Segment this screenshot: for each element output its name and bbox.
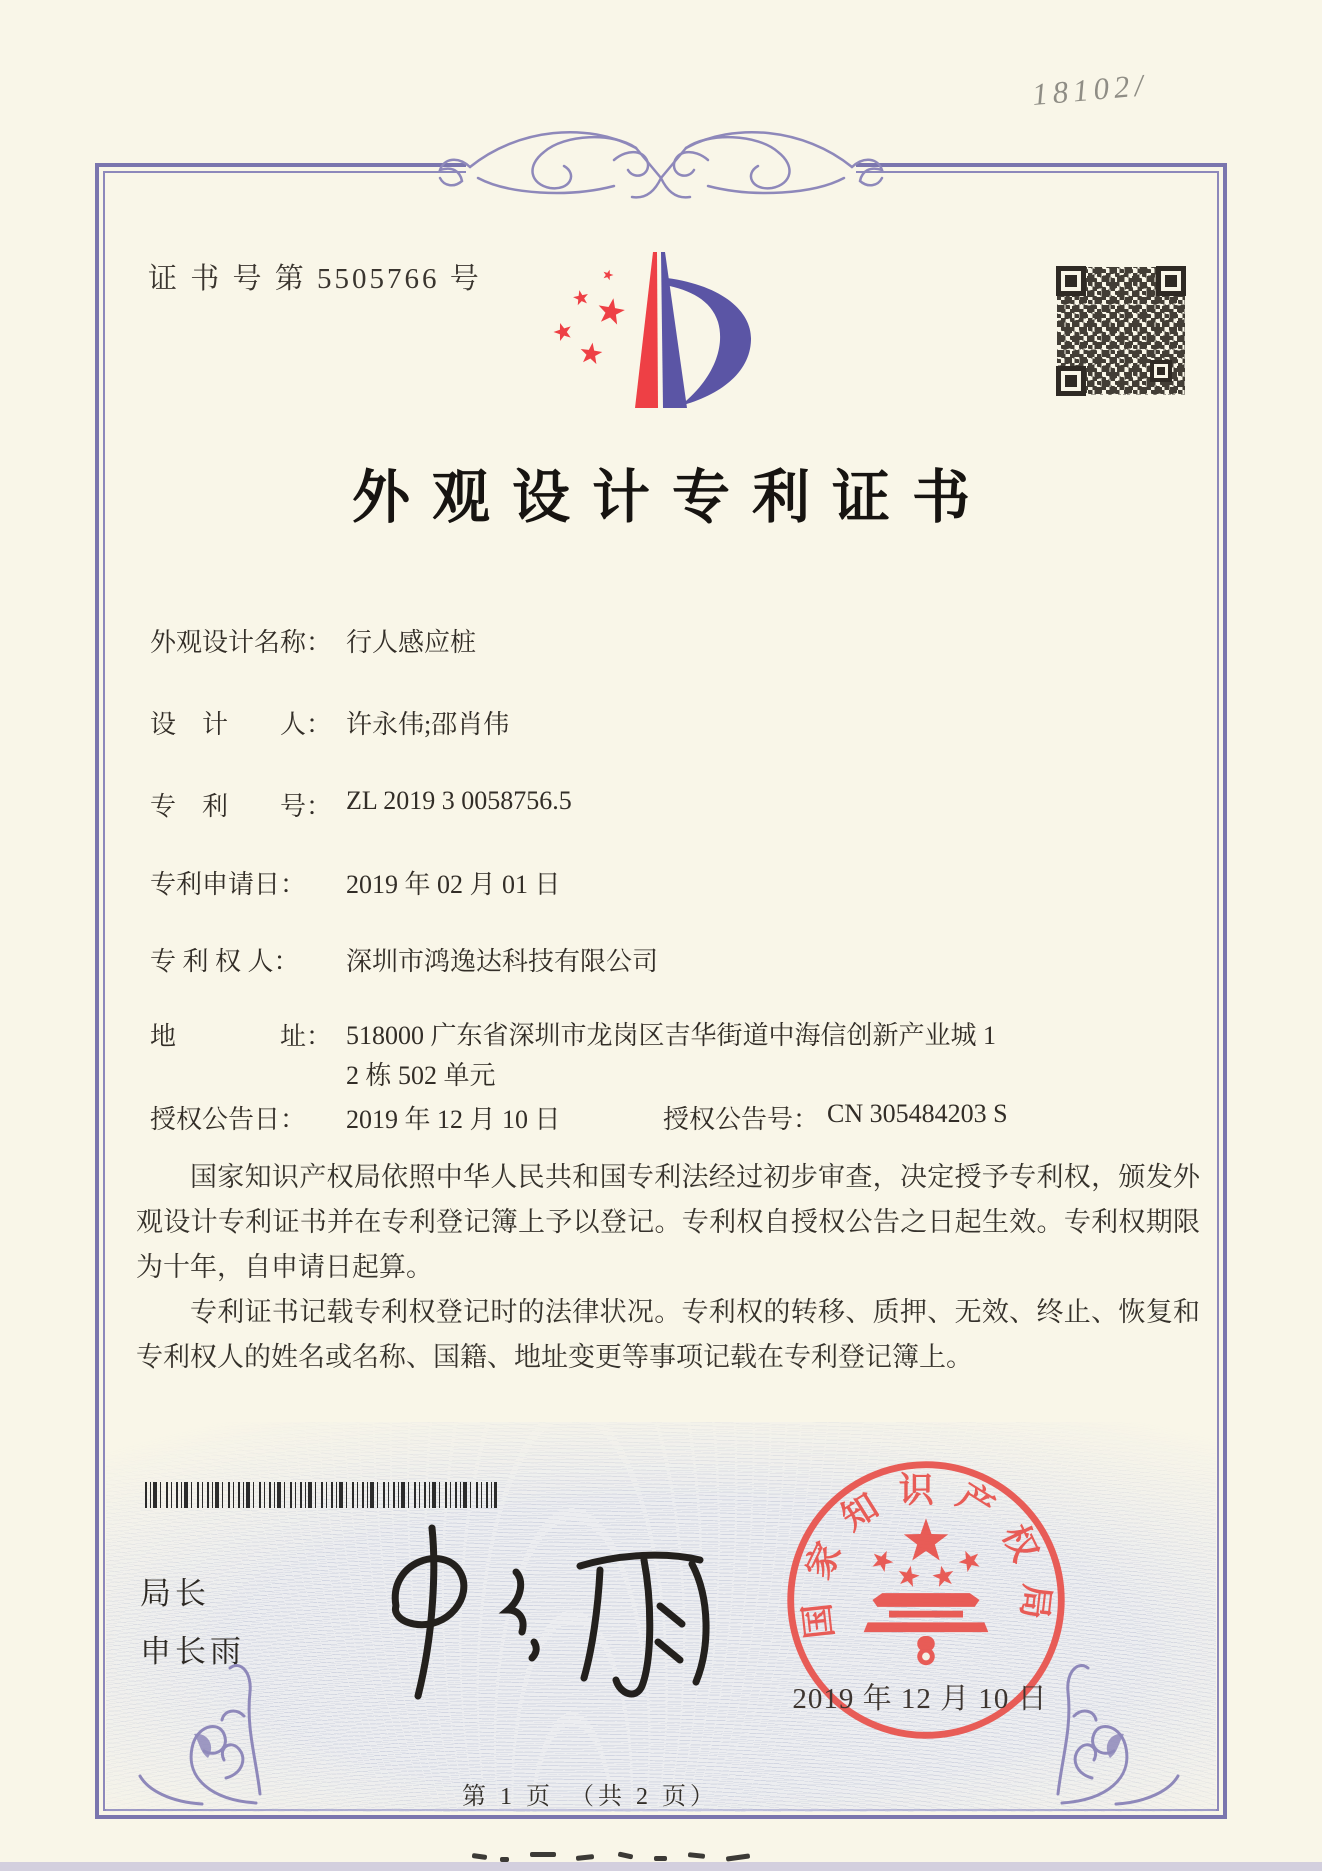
- field-grant-date: [150, 1099, 561, 1136]
- director-title-label: 局长: [140, 1576, 210, 1611]
- field-design-name: [150, 622, 476, 659]
- field-designer: [150, 704, 509, 741]
- address-line-2: 2 栋 502 单元: [346, 1061, 496, 1090]
- page-footer: 第 1 页 （共 2 页）: [462, 1784, 718, 1810]
- field-patentee: [150, 941, 658, 978]
- barcode: [145, 1482, 497, 1508]
- field-value: [346, 1016, 1218, 1096]
- qr-alignment-icon: [1150, 360, 1172, 382]
- field-label: 专 利 权 人：: [150, 947, 300, 976]
- signature-script: [348, 1514, 728, 1704]
- handwritten-number: 18102/: [1030, 67, 1150, 112]
- field-value: ZL 2019 3 0058756.5: [346, 786, 572, 815]
- seal-ring-text: 国家知识产权局: [795, 1470, 1057, 1641]
- field-grant-number: [663, 1099, 1008, 1136]
- field-label: 授权公告号：: [663, 1105, 820, 1134]
- field-address: [150, 1016, 1218, 1096]
- clipped-text-fragment: [472, 1848, 802, 1864]
- field-label: 专利申请日：: [150, 870, 307, 899]
- field-value: 2019 年 12 月 10 日: [346, 1105, 561, 1134]
- field-label: 专 利 号：: [150, 792, 333, 821]
- top-scroll-ornament: [378, 98, 944, 220]
- cnipa-logo-icon: [545, 248, 775, 413]
- qr-finder-icon: [1056, 366, 1086, 396]
- qr-finder-icon: [1056, 266, 1086, 296]
- field-value: CN 305484203 S: [827, 1099, 1008, 1128]
- director-name-label: 申长雨: [140, 1634, 245, 1669]
- legal-text: [136, 1155, 1200, 1380]
- field-label: 地 址：: [150, 1022, 333, 1051]
- field-patent-number: [150, 786, 572, 823]
- qr-code: [1056, 266, 1186, 396]
- field-value: 2019 年 02 月 01 日: [346, 870, 561, 899]
- page-title: 外观设计专利证书: [351, 465, 992, 530]
- legal-paragraph-2: 专利证书记载专利权登记时的法律状况。专利权的转移、质押、无效、终止、恢复和专利权人的姓名或名称、国籍、地址变更等事项记载在专利登记簿上。: [136, 1297, 1200, 1372]
- field-label: 外观设计名称：: [150, 628, 333, 657]
- certificate-number: 证 书 号 第 5505766 号: [148, 263, 482, 295]
- field-value: 行人感应桩: [346, 628, 477, 657]
- qr-finder-icon: [1156, 266, 1186, 296]
- field-value: 深圳市鸿逸达科技有限公司: [346, 947, 659, 976]
- corner-flourish-right: [1052, 1608, 1222, 1813]
- legal-paragraph-1: 国家知识产权局依照中华人民共和国专利法经过初步审查，决定授予专利权，颁发外观设计专利证书并在专利登记簿上予以登记。专利权自授权公告之日起生效。专利权期限为十年，自申请日起算。: [136, 1162, 1200, 1282]
- address-line-1: 518000 广东省深圳市龙岗区吉华街道中海信创新产业城 1: [346, 1021, 997, 1050]
- field-application-date: [150, 864, 561, 901]
- field-label: 授权公告日：: [150, 1105, 307, 1134]
- field-label: 设 计 人：: [150, 710, 333, 739]
- national-emblem-icon: [864, 1518, 989, 1665]
- corner-flourish-left: [96, 1608, 266, 1813]
- seal-date: 2019 年 12 月 10 日: [792, 1683, 1048, 1715]
- field-value: 许永伟;邵肖伟: [346, 710, 510, 739]
